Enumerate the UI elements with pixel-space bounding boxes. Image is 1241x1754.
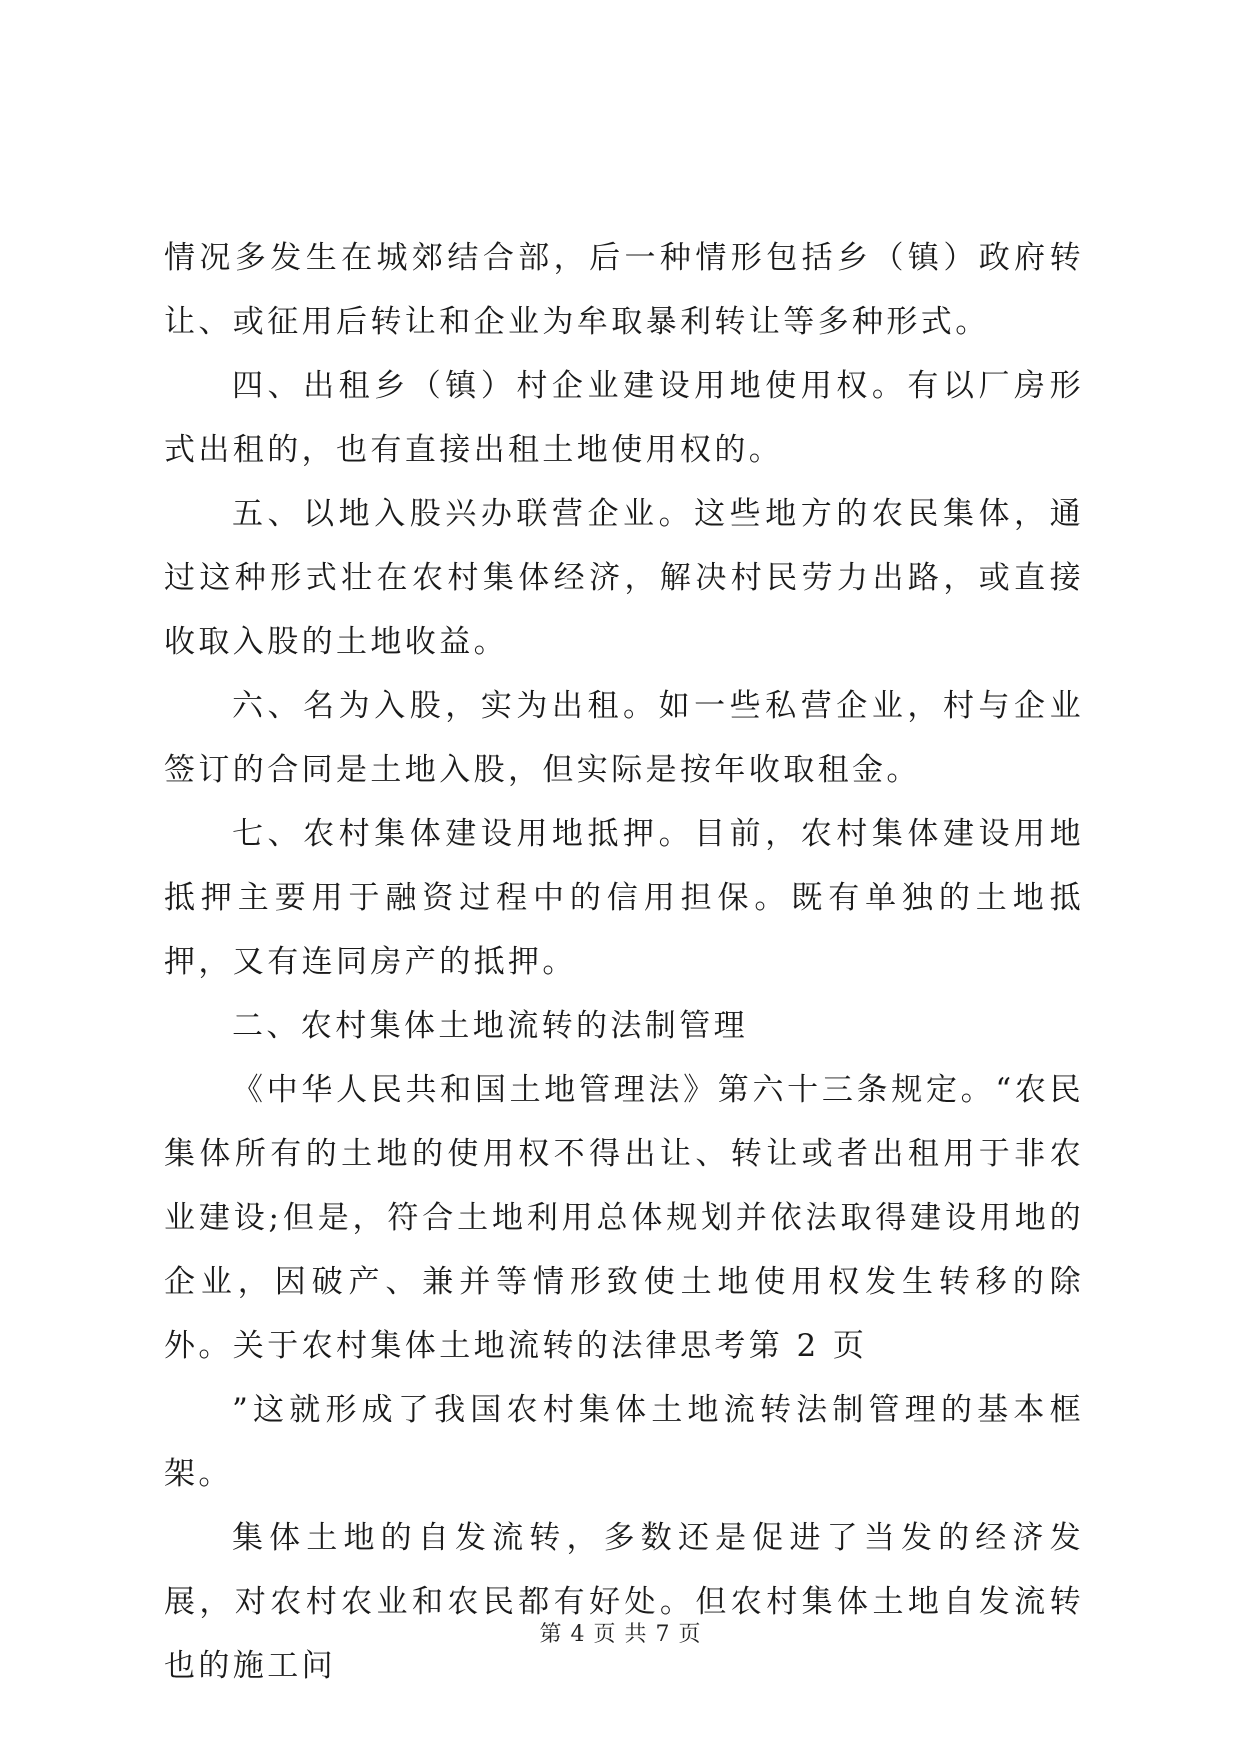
document-body xyxy=(164,226,1084,1698)
paragraph: 情况多发生在城郊结合部，后一种情形包括乡（镇）政府转让、或征用后转让和企业为牟取暴利转让等多种形式。 xyxy=(164,240,1084,340)
paragraph: 七、农村集体建设用地抵押。目前，农村集体建设用地抵押主要用于融资过程中的信用担保。既有单独的土地抵押，又有连同房产的抵押。 xyxy=(164,816,1084,980)
paragraph: 四、出租乡（镇）村企业建设用地使用权。有以厂房形式出租的，也有直接出租土地使用权的。 xyxy=(164,368,1084,468)
paragraph: 《中华人民共和国土地管理法》第六十三条规定。“农民集体所有的土地的使用权不得出让、转让或者出租用于非农业建设;但是，符合土地利用总体规划并依法取得建设用地的企业，因破产、兼并等情形致使土地使用权发生转移的除外。关于农村集体土地流转的法律思考第 2 页 xyxy=(164,1072,1084,1364)
paragraph: 六、名为入股，实为出租。如一些私营企业，村与企业签订的合同是土地入股，但实际是按年收取租金。 xyxy=(164,688,1084,788)
paragraph: 集体土地的自发流转，多数还是促进了当发的经济发展，对农村农业和农民都有好处。但农村集体土地自发流转也的施工问 xyxy=(164,1520,1084,1684)
page-footer: 第 4 页 共 7 页 xyxy=(539,1622,702,1647)
paragraph: 五、以地入股兴办联营企业。这些地方的农民集体，通过这种形式壮在农村集体经济，解决村民劳力出路，或直接收取入股的土地收益。 xyxy=(164,496,1084,660)
paragraph: ”这就形成了我国农村集体土地流转法制管理的基本框架。 xyxy=(164,1392,1084,1492)
section-heading: 二、农村集体土地流转的法制管理 xyxy=(232,1008,748,1044)
